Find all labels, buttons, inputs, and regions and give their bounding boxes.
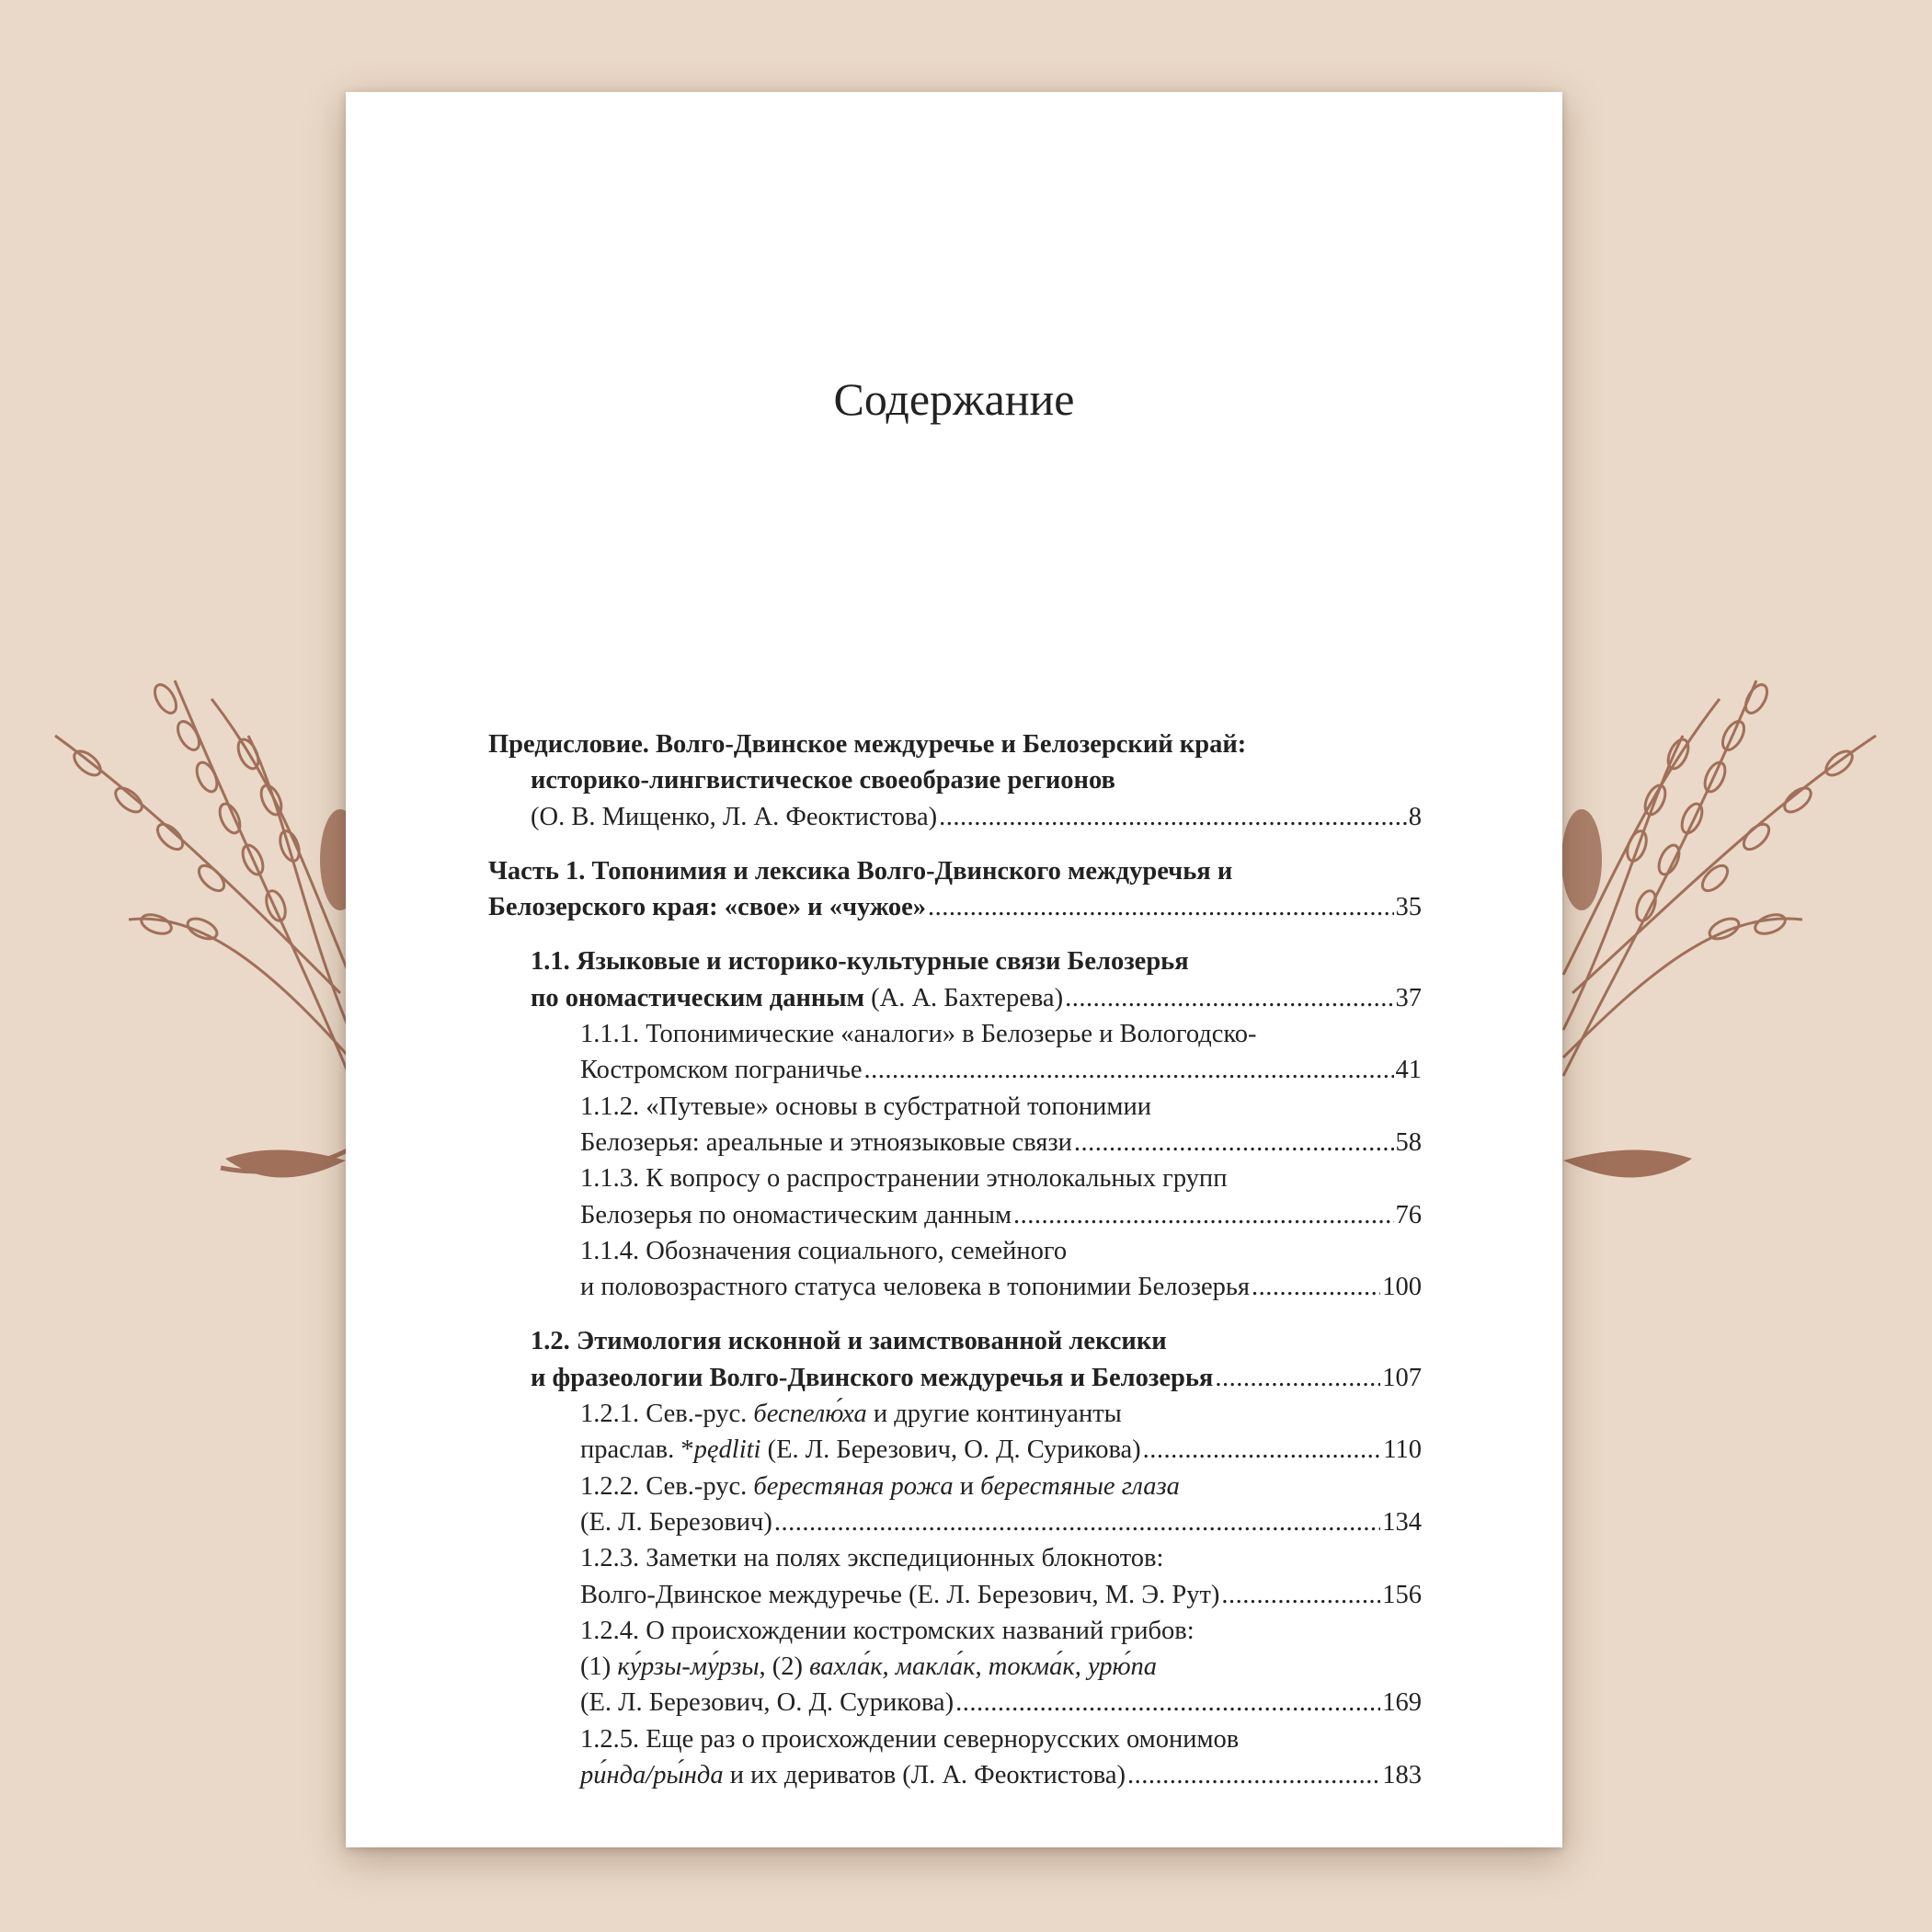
toc-entry-1-2-5 bbox=[488, 1721, 1422, 1794]
toc-text: 1.2.2. Сев.-рус. bbox=[580, 1471, 754, 1501]
dot-leader bbox=[1065, 980, 1393, 1016]
table-of-contents bbox=[488, 726, 1422, 1793]
toc-text: 1.2.1. Сев.-рус. bbox=[580, 1400, 754, 1429]
toc-text: и другие континуанты bbox=[866, 1400, 1122, 1429]
toc-text: Белозерского края: «свое» и «чужое» bbox=[488, 893, 927, 922]
page-number: 8 bbox=[1408, 802, 1422, 831]
dot-leader bbox=[1252, 1269, 1380, 1305]
toc-text: по ономастическим данным bbox=[531, 983, 864, 1012]
toc-entry-preface bbox=[488, 726, 1422, 835]
toc-text: Белозерья: ареальные и этноязыковые связи bbox=[580, 1127, 1072, 1157]
toc-entry-1-2-3 bbox=[488, 1540, 1422, 1613]
toc-text: и половозрастного статуса человека в топонимии Белозерья bbox=[580, 1273, 1250, 1302]
toc-entry-1-1 bbox=[488, 943, 1422, 1016]
dot-leader bbox=[1143, 1432, 1382, 1468]
page-number: 134 bbox=[1382, 1507, 1422, 1537]
dot-leader bbox=[1215, 1360, 1380, 1396]
toc-text: 1.2. Этимология исконной и заимствованной лексики bbox=[531, 1327, 1167, 1356]
dot-leader bbox=[955, 1685, 1380, 1721]
toc-term: берестяные глаза bbox=[980, 1471, 1180, 1501]
toc-text: 1.1.1. Топонимические «аналоги» в Белозерье и Вологодско- bbox=[580, 1020, 1257, 1049]
toc-entry-1-1-1 bbox=[488, 1016, 1422, 1089]
toc-entry-1-1-4 bbox=[488, 1233, 1422, 1306]
toc-entry-1-1-2 bbox=[488, 1089, 1422, 1161]
toc-text: и bbox=[953, 1471, 981, 1501]
document-page bbox=[346, 92, 1562, 1847]
willow-branch-right-icon bbox=[1561, 680, 1876, 1178]
toc-authors: (Е. Л. Березович, О. Д. Сурикова) bbox=[760, 1435, 1141, 1465]
toc-text: 1.2.4. О происхождении костромских названий грибов: bbox=[580, 1616, 1195, 1645]
page-number: 169 bbox=[1382, 1688, 1422, 1718]
dot-leader bbox=[928, 889, 1393, 925]
dot-leader bbox=[1127, 1757, 1380, 1793]
page-number: 156 bbox=[1382, 1580, 1422, 1609]
dot-leader bbox=[864, 1052, 1394, 1088]
toc-authors: (Е. Л. Березович) bbox=[580, 1507, 772, 1537]
page-number: 100 bbox=[1382, 1273, 1422, 1302]
toc-term: ку́рзы-му́рзы bbox=[617, 1652, 760, 1682]
toc-text: праслав. * bbox=[580, 1435, 694, 1465]
toc-text: 1.1. Языковые и историко-культурные связи Белозерья bbox=[531, 947, 1189, 977]
dot-leader bbox=[939, 799, 1407, 835]
page-number: 58 bbox=[1395, 1127, 1422, 1157]
toc-term: берестяная рожа bbox=[753, 1471, 954, 1501]
willow-branch-left-icon bbox=[55, 680, 360, 1178]
toc-term: вахла́к, макла́к, токма́к, урю́па bbox=[809, 1652, 1158, 1682]
toc-entry-1-1-3 bbox=[488, 1160, 1422, 1233]
toc-authors: (А. А. Бахтерева) bbox=[864, 983, 1064, 1012]
dot-leader bbox=[1221, 1577, 1380, 1613]
page-number: 76 bbox=[1395, 1200, 1422, 1229]
toc-authors: и их дериватов (Л. А. Феоктистова) bbox=[723, 1761, 1126, 1790]
toc-text: 1.1.2. «Путевые» основы в субстратной топонимии bbox=[580, 1092, 1151, 1121]
toc-term: ри́нда/ры́нда bbox=[580, 1761, 724, 1790]
page-number: 41 bbox=[1395, 1056, 1422, 1085]
toc-text: и фразеологии Волго-Двинского междуречья и Белозерья bbox=[531, 1363, 1214, 1392]
toc-entry-1-2 bbox=[488, 1323, 1422, 1396]
toc-text: 1.1.3. К вопросу о распространении этнолокальных групп bbox=[580, 1164, 1228, 1194]
page-number: 35 bbox=[1395, 893, 1422, 922]
toc-text: историко-лингвистическое своеобразие регионов bbox=[531, 766, 1115, 795]
toc-text: (1) bbox=[580, 1652, 618, 1682]
toc-text: Белозерья по ономастическим данным bbox=[580, 1200, 1012, 1229]
dot-leader bbox=[1074, 1125, 1394, 1160]
toc-entry-1-2-1 bbox=[488, 1396, 1422, 1469]
toc-text: 1.1.4. Обозначения социального, семейного bbox=[580, 1236, 1068, 1265]
toc-entry-part-1 bbox=[488, 853, 1422, 926]
toc-text: Часть 1. Топонимия и лексика Волго-Двинского междуречья и bbox=[488, 856, 1233, 886]
page-title: Содержание bbox=[833, 373, 1075, 425]
page-number: 183 bbox=[1382, 1761, 1422, 1790]
page-number: 110 bbox=[1383, 1435, 1422, 1465]
toc-text: Костромском пограничье bbox=[580, 1056, 863, 1085]
toc-entry-1-2-2 bbox=[488, 1469, 1422, 1541]
toc-text: Волго-Двинское междуречье (Е. Л. Березович, М. Э. Рут) bbox=[580, 1580, 1220, 1609]
toc-text: , (2) bbox=[759, 1652, 810, 1682]
toc-text: (О. В. Мищенко, Л. А. Феоктистова) bbox=[531, 802, 938, 831]
toc-term: pędliti bbox=[693, 1435, 761, 1465]
toc-text: Предисловие. Волго-Двинское междуречье и Белозерский край: bbox=[488, 730, 1247, 759]
dot-leader bbox=[1013, 1197, 1394, 1233]
page-number: 37 bbox=[1395, 983, 1422, 1012]
toc-term: беспелю́ха bbox=[753, 1400, 867, 1429]
page-number: 107 bbox=[1382, 1363, 1422, 1392]
toc-text: 1.2.3. Заметки на полях экспедиционных блокнотов: bbox=[580, 1544, 1164, 1573]
toc-text: 1.2.5. Еще раз о происхождении севернорусских омонимов bbox=[580, 1724, 1240, 1754]
dot-leader bbox=[774, 1504, 1380, 1540]
toc-authors: (Е. Л. Березович, О. Д. Сурикова) bbox=[580, 1688, 955, 1718]
toc-entry-1-2-4 bbox=[488, 1613, 1422, 1721]
